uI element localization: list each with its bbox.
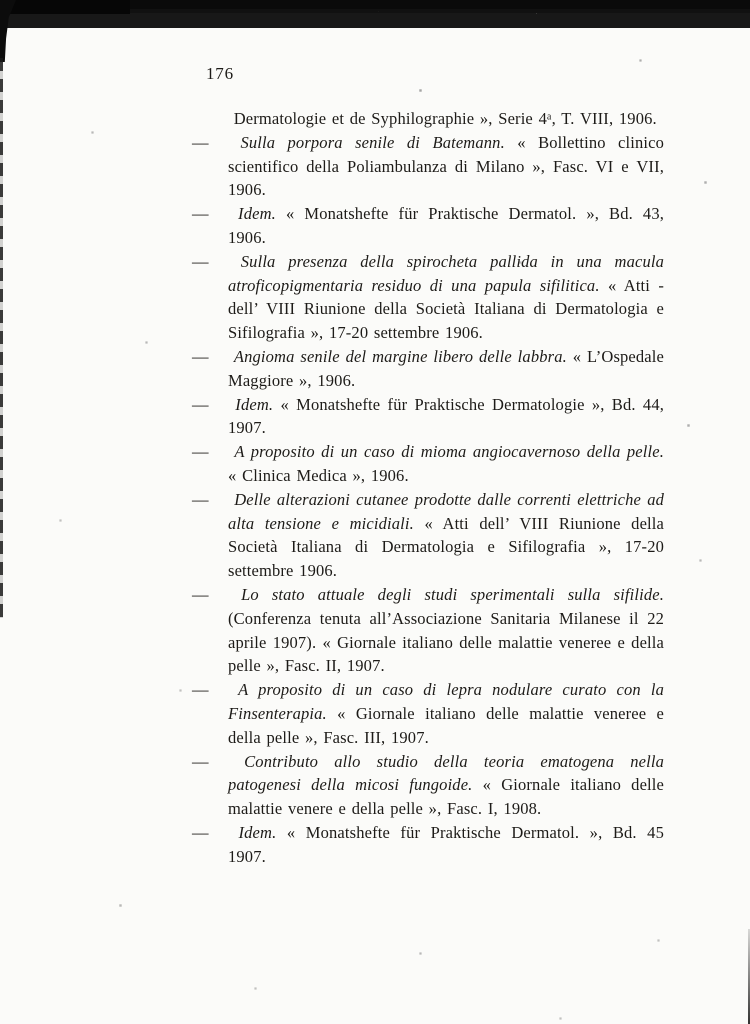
scan-artifact-specks [0,0,1,1]
entry-title: Angioma senile del margine libero delle labbra. [233,346,567,366]
page-number: 176 [206,64,234,83]
entry-citation: « Giornale italiano delle malattie venere e della pelle », Fasc. I, 1908. [228,775,664,819]
entry-dash: — [192,346,209,366]
bibliography-list [192,107,664,869]
entry-dash: — [192,680,209,700]
entry-title: Lo stato attuale degli studi sperimentali sulla sifilide. [241,584,664,604]
entry-dash: — [192,394,209,414]
entry-citation: (Conferenza tenuta all’Associazione Sanitaria Milanese il 22 aprile 1907). « Giornale italiano delle malattie veneree e della pelle », Fasc. II, 1907. [228,608,664,676]
scan-artifact-left-line [0,58,3,618]
bibliography-entry [192,821,664,869]
entry-dash: — [192,822,209,842]
entry-dash: — [192,204,209,224]
bibliography-entry [192,202,664,250]
entry-citation: « Monatshefte für Praktische Dermatol. », Bd. 43, 1906. [228,204,664,247]
entry-citation: « Clinica Medica », 1906. [228,465,409,485]
entry-citation: « L’Ospedale Maggiore », 1906. [228,346,664,390]
entry-title: A proposito di un caso di mioma angiocavernoso della pelle. [234,442,664,462]
bibliography-entry [192,250,664,345]
bibliography-entry [192,440,664,488]
entry-title: Idem. [235,394,274,414]
bibliography-entry [192,131,664,202]
entry-dash: — [192,442,209,462]
entry-title: Sulla porpora senile di Batemann. [240,132,505,152]
entry-citation: « Atti - dell’ VIII Riunione della Società Italiana di Dermatologia e Sifilografia », 17-20 settembre 1906. [228,275,664,343]
entry-title: Contributo allo studio della teoria ematogena nella patogenesi della micosi fungoide. [228,751,664,795]
entry-dash: — [192,584,209,604]
bibliography-entry [192,678,664,749]
entry-title: A proposito di un caso di lepra nodulare curato con la Finsenterapia. [228,680,664,723]
entry-citation: « Giornale italiano delle malattie veneree e della pelle », Fasc. III, 1907. [228,703,664,747]
bibliography-entry [192,345,664,393]
entry-citation: « Atti dell’ VIII Riunione della Società Italiana di Dermatologia e Sifilografia », 17-20 settembre 1906. [228,513,664,581]
entry-title: Sulla presenza della spirocheta pallida in una macula atroficopigmentaria residuo di una papula sifilitica. [228,251,664,295]
bibliography-entry [192,750,664,821]
entry-title: Idem. [238,822,277,842]
entry-citation: « Monatshefte für Praktische Dermatologie », Bd. 44, 1907. [228,394,664,438]
bibliography-entry [192,107,664,131]
entry-dash: — [192,489,209,509]
entry-dash: — [192,751,209,771]
entry-dash: — [192,132,209,152]
bibliography-entry [192,583,664,678]
scan-artifact-top-band [0,0,750,28]
entry-citation: Dermatologie et de Syphilographie », Serie 4ᵃ, T. VIII, 1906. [233,109,657,128]
entry-title: Idem. [238,204,276,224]
entry-citation: « Bollettino clinico scientifico della Poliambulanza di Milano », Fasc. VI e VII, 1906. [228,132,664,200]
entry-dash: — [192,251,209,271]
bibliography-entry [192,488,664,583]
bibliography-entry [192,393,664,441]
entry-citation: « Monatshefte für Praktische Dermatol. », Bd. 45 1907. [228,822,664,866]
entry-title: Delle alterazioni cutanee prodotte dalle correnti elettriche ad alta tensione e micidiali. [228,489,664,533]
